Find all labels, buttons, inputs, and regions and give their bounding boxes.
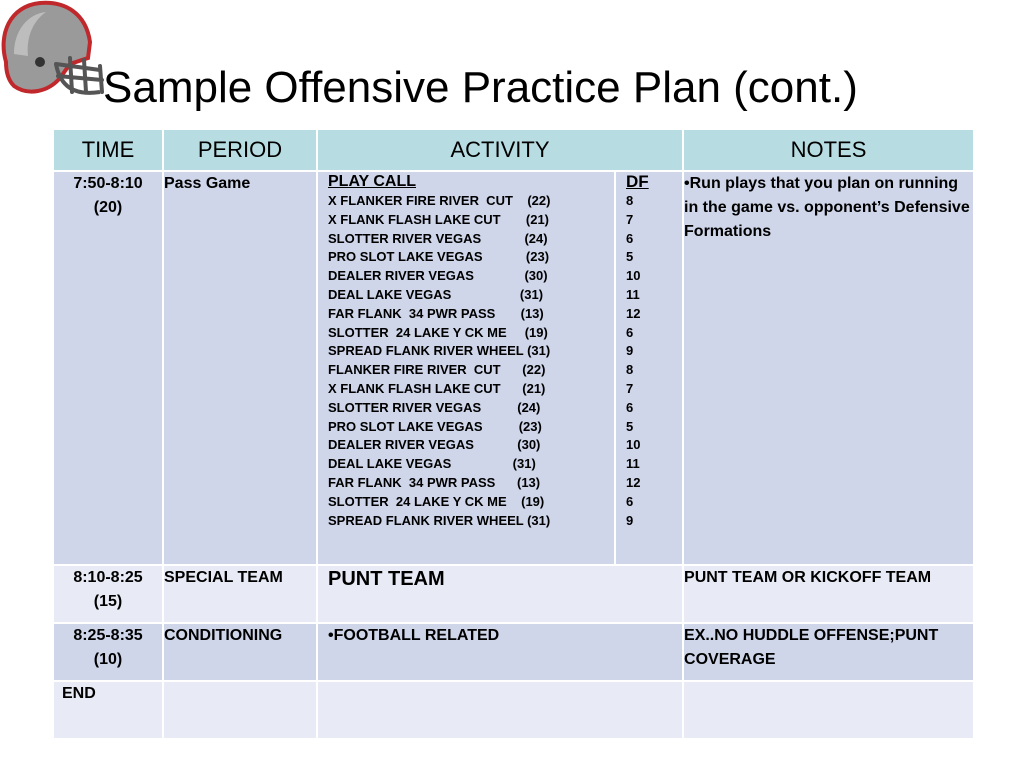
play-call-item: SLOTTER RIVER VEGAS (24) — [328, 399, 541, 415]
df-item: 6 — [626, 399, 634, 415]
df-item: 7 — [626, 380, 634, 396]
activity-cell — [317, 681, 683, 739]
play-call-item: SLOTTER 24 LAKE Y CK ME (19) — [328, 324, 548, 340]
time-duration: (20) — [93, 199, 123, 216]
time-duration: (15) — [93, 593, 123, 610]
play-call-item: SLOTTER RIVER VEGAS (24) — [328, 230, 548, 246]
header-period: PERIOD — [163, 129, 317, 171]
header-time: TIME — [53, 129, 163, 171]
notes-cell — [683, 681, 974, 739]
df-item: 9 — [626, 512, 634, 528]
df-header: DF — [626, 172, 649, 191]
time-cell — [53, 171, 163, 565]
df-item: 9 — [626, 343, 634, 359]
period-cell: Pass Game — [163, 171, 317, 565]
table-row — [53, 681, 974, 739]
df-list — [626, 192, 682, 530]
play-call-item: PRO SLOT LAKE VEGAS (23) — [328, 249, 550, 265]
df-item: 8 — [626, 193, 634, 208]
play-call-list — [328, 192, 614, 530]
df-item: 5 — [626, 249, 634, 265]
play-call-item: SPREAD FLANK RIVER WHEEL (31) — [328, 512, 551, 528]
notes-cell — [683, 171, 974, 565]
df-cell — [615, 171, 683, 565]
period-cell: CONDITIONING — [163, 623, 317, 681]
play-call-item: X FLANK FLASH LAKE CUT (21) — [328, 380, 546, 396]
df-item: 6 — [626, 230, 634, 246]
df-item: 11 — [626, 456, 640, 472]
df-item: 10 — [626, 437, 641, 453]
table-row — [53, 565, 974, 623]
df-item: 7 — [626, 211, 634, 227]
play-call-cell — [317, 171, 615, 565]
activity-text: FOOTBALL RELATED — [333, 627, 500, 644]
header-notes: NOTES — [683, 129, 974, 171]
df-item: 12 — [626, 305, 641, 321]
play-call-item: FAR FLANK 34 PWR PASS (13) — [328, 305, 544, 321]
period-cell — [163, 681, 317, 739]
df-item: 10 — [626, 268, 641, 284]
table-row — [53, 171, 974, 565]
time-cell: END — [53, 681, 163, 739]
notes-cell: EX..NO HUDDLE OFFENSE;PUNT COVERAGE — [683, 623, 974, 681]
activity-cell: PUNT TEAM — [317, 565, 683, 623]
header-activity: ACTIVITY — [317, 129, 683, 171]
play-call-item: DEAL LAKE VEGAS (31) — [328, 286, 544, 302]
time-range: 8:25-8:35 — [73, 627, 143, 644]
play-call-item: DEALER RIVER VEGAS (30) — [328, 437, 541, 453]
play-call-item: X FLANKER FIRE RIVER CUT (22) — [328, 193, 551, 208]
play-call-item: X FLANK FLASH LAKE CUT (21) — [328, 211, 549, 227]
practice-plan-table — [52, 128, 975, 740]
table-header-row — [53, 129, 974, 171]
notes-text: Run plays that you plan on running in the game vs. opponent’s Defensive Formations — [684, 175, 970, 240]
play-call-header: PLAY CALL — [328, 173, 417, 190]
football-helmet-icon — [0, 0, 110, 104]
time-cell — [53, 623, 163, 681]
period-cell: SPECIAL TEAM — [163, 565, 317, 623]
play-call-item: DEALER RIVER VEGAS (30) — [328, 268, 548, 284]
page-title: Sample Offensive Practice Plan (cont.) — [103, 63, 858, 112]
df-item: 11 — [626, 286, 640, 302]
df-item: 12 — [626, 474, 641, 490]
time-range: 8:10-8:25 — [73, 569, 143, 586]
play-call-item: PRO SLOT LAKE VEGAS (23) — [328, 418, 542, 434]
play-call-item: FLANKER FIRE RIVER CUT (22) — [328, 362, 546, 378]
activity-cell — [317, 623, 683, 681]
table-row — [53, 623, 974, 681]
df-item: 6 — [626, 324, 634, 340]
time-cell — [53, 565, 163, 623]
play-call-item: DEAL LAKE VEGAS (31) — [328, 456, 536, 472]
play-call-item: SLOTTER 24 LAKE Y CK ME (19) — [328, 493, 545, 509]
play-call-item: FAR FLANK 34 PWR PASS (13) — [328, 474, 541, 490]
df-item: 5 — [626, 418, 634, 434]
df-item: 6 — [626, 493, 634, 509]
time-range: 7:50-8:10 — [73, 175, 143, 192]
play-call-item: SPREAD FLANK RIVER WHEEL (31) — [328, 343, 551, 359]
notes-cell: PUNT TEAM OR KICKOFF TEAM — [683, 565, 974, 623]
time-duration: (10) — [93, 651, 123, 668]
df-item: 8 — [626, 362, 634, 378]
